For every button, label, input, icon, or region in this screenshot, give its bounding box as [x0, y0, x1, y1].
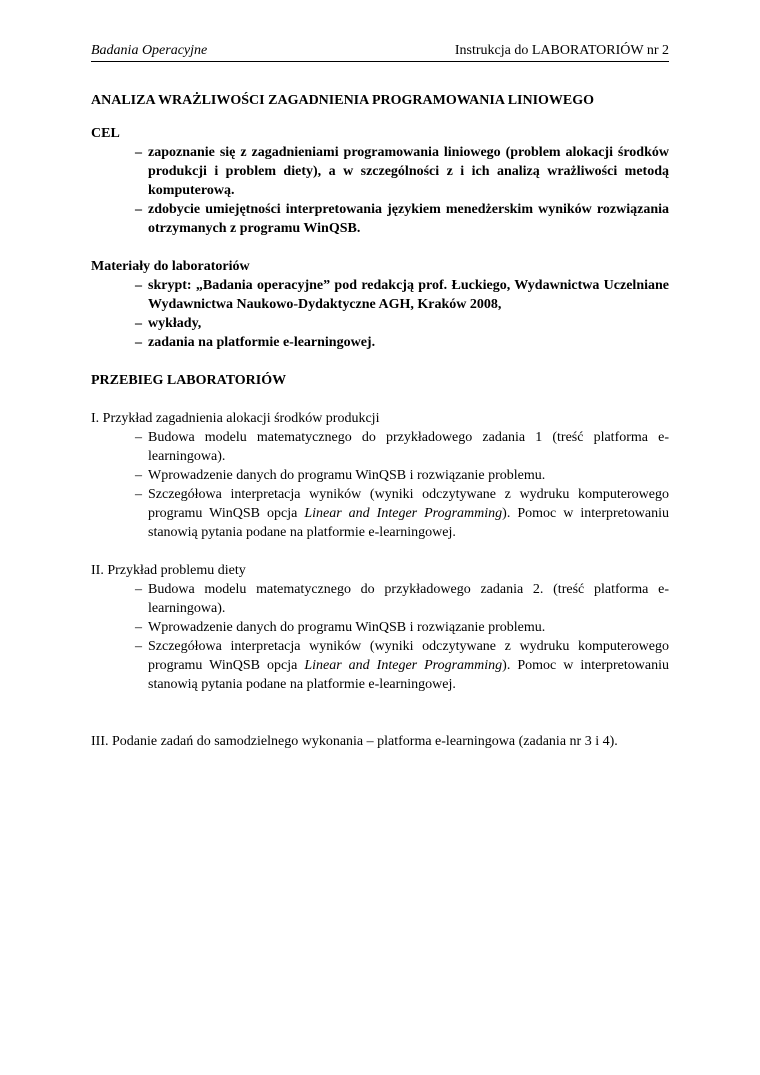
section-item-text: Wprowadzenie danych do programu WinQSB i rozwiązanie problemu. [148, 468, 546, 483]
dash-bullet: – [135, 582, 142, 597]
materials-item-text: wykłady, [148, 316, 202, 331]
section-item-text: Szczegółowa interpretacja wyników (wyniki odczytywane z wydruku komputerowego programu WinQSB opcja [148, 639, 669, 673]
dash-bullet: – [135, 620, 142, 635]
list-item [91, 276, 669, 314]
dash-bullet: – [135, 335, 142, 350]
list-item [91, 466, 669, 485]
list-item [91, 333, 669, 352]
section-item-text: Wprowadzenie danych do programu WinQSB i rozwiązanie problemu. [148, 620, 546, 635]
dash-bullet: – [135, 316, 142, 331]
list-item [91, 314, 669, 333]
list-item [91, 200, 669, 238]
dash-bullet: – [135, 278, 142, 293]
section-list [91, 428, 669, 542]
dash-bullet: – [135, 487, 142, 502]
section-item-text: ). Pomoc w interpretowaniu stanowią pytania podane na platformie e-learningowej. [148, 506, 669, 540]
dash-bullet: – [135, 468, 142, 483]
cel-item-text: zdobycie umiejętności interpretowania językiem menedżerskim wyników rozwiązania otrzymanych z programu WinQSB. [148, 202, 669, 236]
section-item-text: Budowa modelu matematycznego do przykładowego zadania 1 (treść platforma e-learningowa). [148, 430, 669, 464]
section-title: I. Przykład zagadnienia alokacji środków produkcji [91, 411, 380, 426]
section-item-text: Budowa modelu matematycznego do przykładowego zadania 2. (treść platforma e-learningowa). [148, 582, 669, 616]
page-header [91, 42, 669, 62]
cel-list [91, 143, 669, 238]
dash-bullet: – [135, 202, 142, 217]
list-item [91, 618, 669, 637]
section-item-emphasis: Linear and Integer Programming [304, 658, 503, 673]
list-item [91, 143, 669, 200]
section-item-text: Szczegółowa interpretacja wyników (wyniki odczytywane z wydruku komputerowego programu WinQSB opcja [148, 487, 669, 521]
list-item [91, 428, 669, 466]
materials-item-text: skrypt: „Badania operacyjne” pod redakcją prof. Łuckiego, Wydawnictwa Uczelniane Wydawnictwa Naukowo-Dydaktyczne AGH, Kraków 2008, [148, 278, 669, 312]
section-list [91, 580, 669, 694]
przebieg-heading: PRZEBIEG LABORATORIÓW [91, 373, 287, 388]
section-title: II. Przykład problemu diety [91, 563, 246, 578]
list-item [91, 580, 669, 618]
dash-bullet: – [135, 639, 142, 654]
list-item [91, 637, 669, 694]
dash-bullet: – [135, 145, 142, 160]
section-item-text: ). Pomoc w interpretowaniu stanowią pytania podane na platformie e-learningowej. [148, 658, 669, 692]
materials-heading: Materiały do laboratoriów [91, 259, 250, 274]
dash-bullet: – [135, 430, 142, 445]
materials-list [91, 276, 669, 352]
header-course-name: Badania Operacyjne [91, 43, 208, 58]
final-section: III. Podanie zadań do samodzielnego wykonania – platforma e-learningowa (zadania nr 3 i 4). [91, 734, 618, 749]
header-lab-title: Instrukcja do LABORATORIÓW nr 2 [454, 43, 669, 58]
cel-item-text: zapoznanie się z zagadnieniami programowania liniowego (problem alokacji środków produkcji i problem diety), a w szczególności z i ich analizą wrażliwości metodą komputerową. [148, 145, 669, 198]
cel-heading: CEL [91, 126, 120, 141]
document-title: ANALIZA WRAŻLIWOŚCI ZAGADNIENIA PROGRAMOWANIA LINIOWEGO [91, 93, 595, 108]
list-item [91, 485, 669, 542]
section-item-emphasis: Linear and Integer Programming [304, 506, 503, 521]
materials-item-text: zadania na platformie e-learningowej. [148, 335, 376, 350]
